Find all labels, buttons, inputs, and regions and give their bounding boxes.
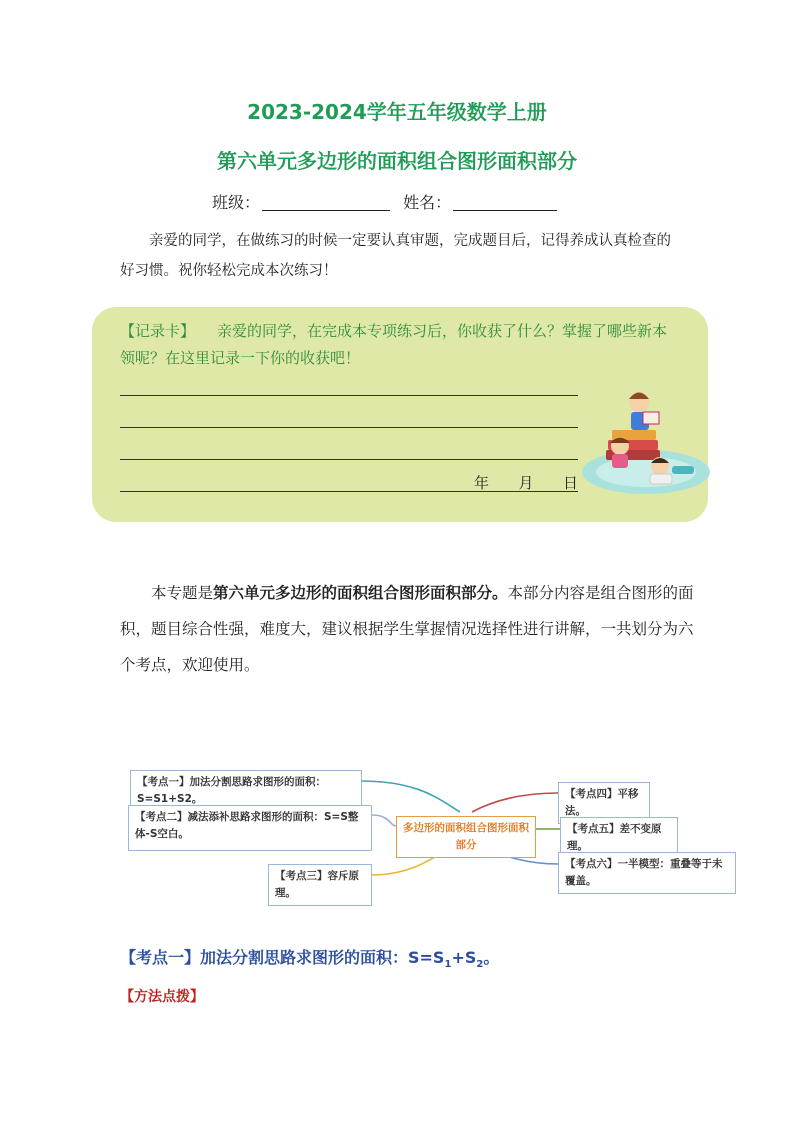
record-line — [120, 395, 578, 396]
mindmap-point1: 【考点一】加法分割思路求图形的面积：S=S1+S2。 — [130, 770, 362, 812]
section1-end: 。 — [483, 948, 500, 967]
name-blank — [453, 194, 557, 211]
record-date — [474, 472, 578, 493]
record-card-tag: 【记录卡】 — [120, 322, 196, 340]
method-tips-label: 【方法点拨】 — [120, 989, 204, 1005]
mindmap-point6: 【考点六】一半模型：重叠等于未覆盖。 — [558, 852, 736, 894]
record-line — [120, 459, 578, 460]
record-card-prompt — [120, 318, 680, 372]
mindmap-center: 多边形的面积组合图形面积部分 — [396, 816, 536, 858]
mindmap-point5: 【考点五】差不变原理。 — [560, 817, 678, 859]
year-label: 年 — [474, 474, 490, 492]
section1-title — [120, 945, 499, 970]
intro-paragraph: 亲爱的同学，在做练习的时候一定要认真审题，完成题目后，记得养成认真检查的好习惯。祝你轻松完成本次练习！ — [120, 233, 671, 279]
day-label: 日 — [562, 474, 578, 492]
mindmap-point4: 【考点四】平移法。 — [558, 782, 650, 824]
name-label: 姓名： — [403, 193, 452, 212]
mindmap-point3: 【考点三】容斥原理。 — [268, 864, 372, 906]
section1-plus: +S — [451, 948, 477, 967]
title-line2: 第六单元多边形的面积组合图形面积部分 — [217, 149, 577, 173]
section1-sub1: 1 — [444, 959, 452, 971]
section1-title-text: 【考点一】加法分割思路求图形的面积：S=S — [120, 948, 445, 967]
mindmap-point2: 【考点二】减法添补思路求图形的面积：S=S整体-S空白。 — [128, 805, 372, 851]
class-blank — [262, 194, 390, 211]
class-name-line — [212, 190, 565, 213]
title-line1: 2023-2024学年五年级数学上册 — [247, 100, 547, 124]
month-label: 月 — [518, 474, 534, 492]
record-card-text: 亲爱的同学，在完成本专项练习后，你收获了什么？掌握了哪些新本领呢？在这里记录一下你的收获吧！ — [120, 322, 668, 367]
reading-children-illustration — [578, 382, 714, 500]
summary-suffix: 本部分内容是组合图形的面积，题目综合性强，难度大，建议根据学生掌握情况选择性进行讲解，一共划分为六个考点，欢迎使用。 — [120, 584, 694, 674]
summary-prefix: 本专题是 — [151, 584, 214, 602]
class-label: 班级： — [212, 193, 261, 212]
summary-bold: 第六单元多边形的面积组合图形面积部分。 — [213, 584, 508, 602]
topic-summary — [120, 575, 695, 683]
section1-sub2: 2 — [476, 959, 484, 971]
record-line — [120, 427, 578, 428]
